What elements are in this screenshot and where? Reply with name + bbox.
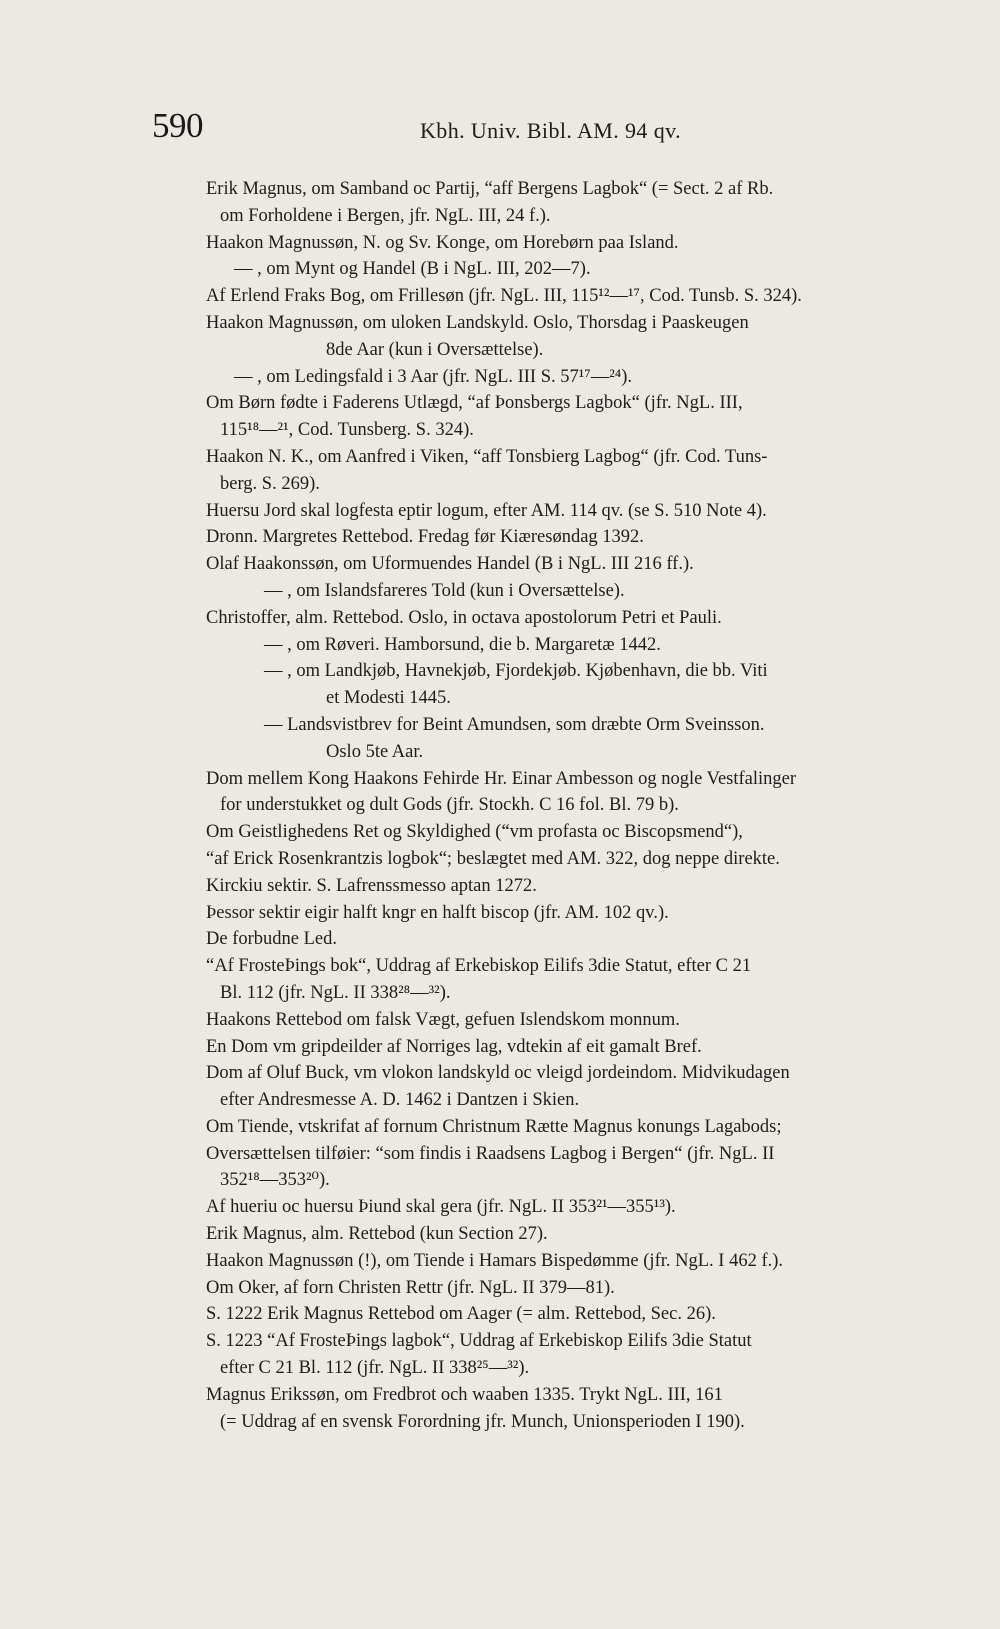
entry-line: Haakon N. K., om Aanfred i Viken, “aff Tonsbierg Lagbog“ (jfr. Cod. Tuns-: [206, 446, 768, 467]
entry-line: — , om Røveri. Hamborsund, die b. Margaretæ 1442.: [264, 634, 661, 655]
entry-line: efter Andresmesse A. D. 1462 i Dantzen i Skien.: [220, 1090, 580, 1111]
entry-line: Haakon Magnussøn, om uloken Landskyld. Oslo, Thorsdag i Paaskeugen: [206, 312, 749, 333]
entry-line: Af hueriu oc huersu Þiund skal gera (jfr. NgL. II 353²¹—355¹³).: [206, 1197, 676, 1218]
entry-line: Dom mellem Kong Haakons Fehirde Hr. Einar Ambesson og nogle Vestfalinger: [206, 768, 797, 789]
entry-line: — , om Islandsfareres Told (kun i Oversættelse).: [264, 580, 625, 601]
entry-line: “Af FrosteÞings bok“, Uddrag af Erkebiskop Eilifs 3die Statut, efter C 21: [206, 956, 752, 977]
entry-line: S. 1223 “Af FrosteÞings lagbok“, Uddrag af Erkebiskop Eilifs 3die Statut: [206, 1331, 752, 1352]
running-head: Kbh. Univ. Bibl. AM. 94 qv.: [420, 118, 681, 143]
entry-line: Kirckiu sektir. S. Lafrenssmesso aptan 1272.: [206, 875, 537, 896]
entry-line: Dronn. Margretes Rettebod. Fredag før Kiæresøndag 1392.: [206, 527, 644, 548]
entry-line: Oslo 5te Aar.: [326, 741, 424, 762]
page-number: 590: [152, 106, 203, 145]
entry-line: Erik Magnus, om Samband oc Partij, “aff Bergens Lagbok“ (= Sect. 2 af Rb.: [206, 179, 774, 199]
entry-line: — , om Ledingsfald i 3 Aar (jfr. NgL. III S. 57¹⁷—²⁴).: [234, 366, 633, 387]
entry-line: efter C 21 Bl. 112 (jfr. NgL. II 338²⁵—³²).: [220, 1358, 530, 1379]
entry-line: Magnus Erikssøn, om Fredbrot och waaben 1335. Trykt NgL. III, 161: [206, 1384, 723, 1405]
entry-line: (= Uddrag af en svensk Forordning jfr. Munch, Unionsperioden I 190).: [220, 1411, 745, 1432]
entry-line: Dom af Oluf Buck, vm vlokon landskyld oc vleigd jordeindom. Midvikudagen: [206, 1063, 790, 1084]
entry-line: — , om Mynt og Handel (B i NgL. III, 202—7).: [234, 259, 591, 280]
entry-line: 352¹⁸—353²⁰).: [220, 1170, 330, 1191]
entry-line: Þessor sektir eigir halft kngr en halft biscop (jfr. AM. 102 qv.).: [206, 902, 669, 923]
entry-line: — Landsvistbrev for Beint Amundsen, som dræbte Orm Sveinsson.: [264, 714, 765, 735]
entry-line: berg. S. 269).: [220, 473, 320, 494]
entry-line: Erik Magnus, alm. Rettebod (kun Section 27).: [206, 1224, 548, 1245]
entry-line: Oversættelsen tilføier: “som findis i Raadsens Lagbog i Bergen“ (jfr. NgL. II: [206, 1143, 775, 1164]
entry-line: En Dom vm gripdeilder af Norriges lag, vdtekin af eit gamalt Bref.: [206, 1036, 702, 1057]
entry-line: Om Geistlighedens Ret og Skyldighed (“vm profasta oc Biscopsmend“),: [206, 822, 743, 843]
entry-line: — , om Landkjøb, Havnekjøb, Fjordekjøb. Kjøbenhavn, die bb. Viti: [264, 661, 768, 682]
entry-line: Bl. 112 (jfr. NgL. II 338²⁸—³²).: [220, 982, 451, 1003]
entry-line: 115¹⁸—²¹, Cod. Tunsberg. S. 324).: [220, 420, 474, 441]
entry-line: Haakons Rettebod om falsk Vægt, gefuen Islendskom monnum.: [206, 1009, 680, 1030]
entry-line: Olaf Haakonssøn, om Uformuendes Handel (B i NgL. III 216 ff.).: [206, 554, 694, 575]
entry-line: for understukket og dult Gods (jfr. Stockh. C 16 fol. Bl. 79 b).: [220, 795, 679, 816]
entry-line: Huersu Jord skal logfesta eptir logum, efter AM. 114 qv. (se S. 510 Note 4).: [206, 500, 767, 521]
entry-line: Om Tiende, vtskrifat af fornum Christnum Rætte Magnus konungs Lagabods;: [206, 1116, 782, 1137]
entry-line: om Forholdene i Bergen, jfr. NgL. III, 24 f.).: [220, 205, 551, 226]
entry-line: S. 1222 Erik Magnus Rettebod om Aager (= alm. Rettebod, Sec. 26).: [206, 1304, 716, 1325]
entry-line: Haakon Magnussøn, N. og Sv. Konge, om Horebørn paa Island.: [206, 232, 679, 253]
entry-line: De forbudne Led.: [206, 929, 337, 950]
entry-line: Haakon Magnussøn (!), om Tiende i Hamars Bispedømme (jfr. NgL. I 462 f.).: [206, 1250, 784, 1271]
entry-line: Om Oker, af forn Christen Rettr (jfr. NgL. II 379—81).: [206, 1277, 615, 1298]
entry-line: “af Erick Rosenkrantzis logbok“; beslægtet med AM. 322, dog neppe direkte.: [206, 848, 780, 869]
entry-line: 8de Aar (kun i Oversættelse).: [326, 339, 544, 360]
entry-line: Af Erlend Fraks Bog, om Frillesøn (jfr. NgL. III, 115¹²—¹⁷, Cod. Tunsb. S. 324).: [206, 286, 802, 307]
entry-line: Om Børn fødte i Faderens Utlægd, “af Þonsbergs Lagbok“ (jfr. NgL. III,: [206, 393, 743, 414]
entry-line: et Modesti 1445.: [326, 688, 451, 709]
entry-list: [206, 176, 976, 1435]
entry-line: Christoffer, alm. Rettebod. Oslo, in octava apostolorum Petri et Pauli.: [206, 607, 722, 628]
